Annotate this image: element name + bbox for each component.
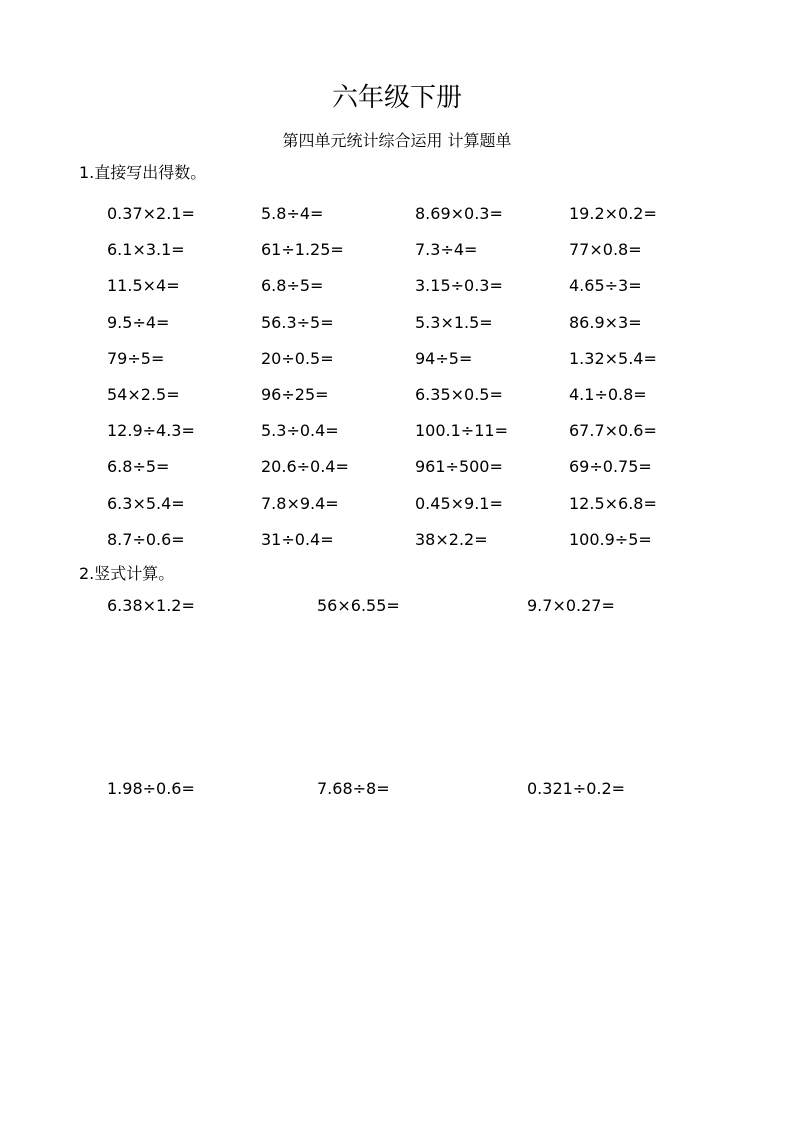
oral-problem: 20.6÷0.4= — [261, 457, 349, 477]
oral-problem: 79÷5= — [107, 348, 165, 368]
oral-problem: 1.32×5.4= — [569, 348, 657, 368]
oral-problem: 38×2.2= — [415, 529, 488, 549]
oral-problem: 3.15÷0.3= — [415, 276, 503, 296]
oral-problem: 96÷25= — [261, 385, 329, 405]
oral-problem: 6.8÷5= — [261, 276, 324, 296]
oral-problem: 5.3÷0.4= — [261, 421, 339, 441]
page-subtitle: 第四单元统计综合运用 计算题单 — [282, 131, 512, 150]
oral-problem: 961÷500= — [415, 457, 503, 477]
oral-problem: 7.8×9.4= — [261, 493, 339, 513]
vertical-problem: 1.98÷0.6= — [107, 779, 195, 798]
oral-problem: 5.8÷4= — [261, 204, 324, 224]
vertical-problem: 56×6.55= — [317, 596, 400, 615]
oral-problem: 8.69×0.3= — [415, 204, 503, 224]
oral-problem: 100.1÷11= — [415, 421, 508, 441]
oral-problem: 6.3×5.4= — [107, 493, 185, 513]
section-heading-vertical: 2.竖式计算。 — [79, 564, 175, 583]
oral-problem: 54×2.5= — [107, 385, 180, 405]
oral-problem: 7.3÷4= — [415, 240, 478, 260]
vertical-problem: 6.38×1.2= — [107, 596, 195, 615]
oral-problem: 31÷0.4= — [261, 529, 334, 549]
oral-problem: 6.1×3.1= — [107, 240, 185, 260]
oral-problem: 20÷0.5= — [261, 348, 334, 368]
oral-problem: 86.9×3= — [569, 312, 642, 332]
oral-problem: 8.7÷0.6= — [107, 529, 185, 549]
vertical-calculation-grid — [107, 595, 747, 802]
oral-problem: 77×0.8= — [569, 240, 642, 260]
oral-problem: 11.5×4= — [107, 276, 180, 296]
oral-calculation-grid — [107, 196, 727, 558]
oral-problem: 56.3÷5= — [261, 312, 334, 332]
oral-problem: 94÷5= — [415, 348, 473, 368]
section-heading-oral: 1.直接写出得数。 — [79, 163, 207, 182]
page-title: 六年级下册 — [331, 83, 462, 113]
oral-problem: 12.9÷4.3= — [107, 421, 195, 441]
oral-problem: 0.45×9.1= — [415, 493, 503, 513]
vertical-problem: 0.321÷0.2= — [527, 779, 626, 798]
oral-problem: 61÷1.25= — [261, 240, 344, 260]
oral-problem: 6.35×0.5= — [415, 385, 503, 405]
oral-problem: 5.3×1.5= — [415, 312, 493, 332]
oral-problem: 9.5÷4= — [107, 312, 170, 332]
oral-problem: 4.65÷3= — [569, 276, 642, 296]
oral-problem: 19.2×0.2= — [569, 204, 657, 224]
oral-problem: 0.37×2.1= — [107, 204, 195, 224]
vertical-problem: 7.68÷8= — [317, 779, 390, 798]
vertical-problem: 9.7×0.27= — [527, 596, 615, 615]
oral-problem: 12.5×6.8= — [569, 493, 657, 513]
oral-problem: 69÷0.75= — [569, 457, 652, 477]
oral-problem: 6.8÷5= — [107, 457, 170, 477]
oral-problem: 4.1÷0.8= — [569, 385, 647, 405]
oral-problem: 100.9÷5= — [569, 529, 652, 549]
oral-problem: 67.7×0.6= — [569, 421, 657, 441]
